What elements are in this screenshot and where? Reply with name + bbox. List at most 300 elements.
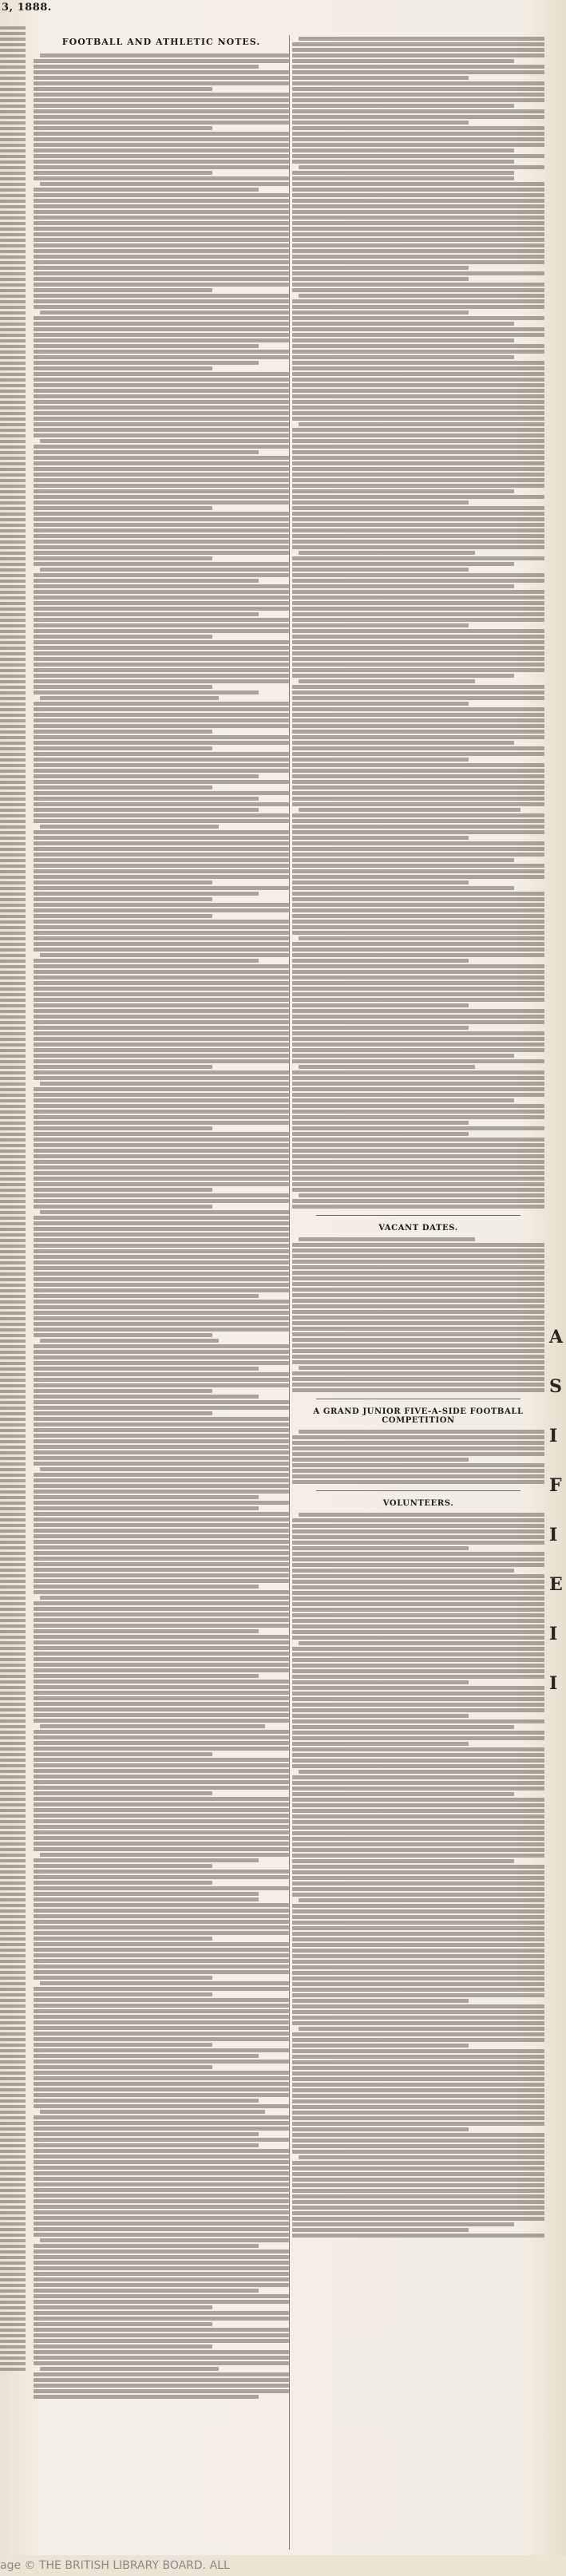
text-line	[0, 892, 26, 896]
text-line	[34, 1076, 289, 1080]
text-line	[34, 1551, 289, 1555]
text-line	[34, 2350, 289, 2354]
text-line	[292, 635, 544, 639]
text-line	[0, 177, 26, 180]
text-line	[34, 707, 289, 711]
text-line	[292, 931, 544, 935]
text-line	[34, 1914, 289, 1918]
text-line	[0, 702, 26, 706]
text-line	[299, 422, 544, 426]
text-line	[34, 1009, 289, 1013]
text-line	[0, 350, 26, 354]
text-line	[34, 640, 289, 644]
text-line	[292, 2206, 544, 2210]
article-column	[34, 35, 290, 2550]
text-line	[34, 2378, 289, 2382]
text-line	[299, 294, 544, 298]
text-line	[292, 243, 544, 247]
text-line	[292, 154, 544, 158]
text-line	[0, 1546, 26, 1549]
text-line	[34, 406, 289, 410]
text-line	[34, 417, 289, 421]
text-line	[0, 982, 26, 985]
text-line	[292, 1441, 544, 1445]
text-line	[292, 1082, 544, 1086]
text-line	[299, 808, 520, 812]
text-line	[34, 277, 289, 281]
text-line	[0, 2317, 26, 2321]
text-line	[292, 2122, 544, 2126]
text-line	[0, 2351, 26, 2354]
text-line	[0, 155, 26, 158]
text-line	[292, 1926, 544, 1930]
text-line	[292, 1591, 544, 1595]
text-line	[0, 395, 26, 398]
text-line	[0, 283, 26, 287]
text-line	[34, 1797, 289, 1801]
text-line	[0, 1887, 26, 1890]
text-line	[0, 619, 26, 622]
text-line	[292, 920, 544, 924]
text-line	[0, 1010, 26, 1013]
text-line	[34, 2071, 289, 2075]
text-line	[0, 1055, 26, 1058]
text-line	[0, 630, 26, 633]
text-line	[0, 1524, 26, 1527]
text-line	[0, 2200, 26, 2203]
text-line	[0, 1686, 26, 1689]
text-line	[0, 1345, 26, 1348]
text-line	[34, 1305, 289, 1309]
text-line	[34, 556, 212, 560]
text-line	[0, 1731, 26, 1734]
text-line	[0, 680, 26, 683]
text-line	[292, 42, 544, 46]
text-line	[0, 1423, 26, 1426]
text-line	[34, 1752, 212, 1756]
text-line	[0, 1339, 26, 1343]
text-line	[292, 506, 544, 510]
text-line	[34, 2199, 289, 2203]
text-line	[0, 1451, 26, 1454]
text-line	[292, 1692, 544, 1696]
text-line	[292, 417, 544, 421]
text-line	[292, 260, 544, 264]
text-line	[34, 573, 289, 577]
text-line	[0, 429, 26, 432]
text-line	[34, 422, 289, 426]
text-line	[34, 618, 289, 622]
text-line	[292, 1859, 514, 1863]
text-line	[34, 981, 289, 985]
text-line	[299, 551, 475, 555]
text-line	[0, 2122, 26, 2125]
text-line	[34, 2244, 259, 2248]
text-line	[292, 730, 544, 734]
text-line	[0, 1764, 26, 1767]
text-line	[292, 1031, 544, 1035]
text-line	[34, 1529, 289, 1533]
text-line	[0, 2183, 26, 2186]
text-line	[292, 1518, 544, 1522]
text-line	[40, 1339, 219, 1343]
text-line	[34, 1043, 289, 1047]
text-line	[34, 2166, 289, 2170]
text-line	[0, 2116, 26, 2119]
text-line	[292, 724, 544, 728]
text-line	[292, 1658, 544, 1662]
text-line	[34, 165, 289, 169]
text-line	[292, 1915, 544, 1919]
text-line	[34, 601, 289, 605]
text-line	[292, 534, 544, 538]
text-line	[292, 668, 544, 672]
next-column-fragment	[548, 35, 566, 2550]
text-line	[34, 1126, 212, 1130]
edge-letter: I	[549, 1673, 558, 1694]
text-line	[292, 763, 544, 767]
text-line	[0, 188, 26, 192]
text-line	[0, 742, 26, 745]
text-line	[292, 1904, 544, 1908]
text-line	[0, 390, 26, 393]
text-line	[292, 126, 544, 130]
text-line	[0, 719, 26, 722]
text-line	[34, 199, 289, 203]
text-line	[0, 1496, 26, 1499]
text-line	[34, 1160, 289, 1164]
text-line	[0, 110, 26, 113]
text-line	[34, 1165, 289, 1169]
text-line	[34, 1506, 259, 1510]
text-line	[0, 1462, 26, 1466]
text-line	[0, 32, 26, 35]
text-line	[0, 1228, 26, 1231]
text-line	[292, 288, 544, 292]
text-line	[0, 1468, 26, 1471]
text-line	[0, 1753, 26, 1756]
text-line	[34, 545, 289, 549]
text-line	[0, 401, 26, 404]
text-line	[0, 909, 26, 912]
text-line	[0, 65, 26, 69]
text-line	[34, 428, 289, 432]
text-line	[0, 1692, 26, 1695]
text-line	[292, 109, 544, 113]
text-line	[292, 70, 544, 74]
text-line	[34, 908, 289, 912]
text-line	[292, 1138, 544, 1142]
text-line	[34, 2194, 289, 2198]
text-line	[0, 2016, 26, 2019]
text-line	[0, 786, 26, 789]
text-line	[292, 1104, 544, 1108]
text-line	[34, 1328, 289, 1332]
text-line	[34, 1244, 289, 1248]
text-line	[0, 1898, 26, 1901]
text-line	[292, 1332, 544, 1336]
text-line	[34, 1585, 259, 1589]
text-line	[0, 1837, 26, 1840]
text-line	[292, 1602, 544, 1606]
text-line	[292, 785, 544, 789]
text-line	[0, 1306, 26, 1309]
text-line	[0, 434, 26, 437]
text-line	[34, 2177, 289, 2181]
text-line	[0, 356, 26, 359]
text-line	[34, 2138, 289, 2142]
text-line	[292, 1043, 544, 1047]
text-line	[34, 283, 289, 287]
text-line	[34, 266, 289, 270]
text-line	[292, 1254, 544, 1258]
text-line	[34, 808, 259, 812]
text-line	[34, 104, 289, 108]
text-line	[0, 1407, 26, 1410]
text-line	[292, 1854, 544, 1858]
text-line	[34, 562, 289, 566]
text-line	[34, 1395, 259, 1399]
text-line	[292, 316, 544, 320]
text-line	[292, 925, 544, 929]
text-line	[299, 1898, 544, 1902]
text-line	[34, 1925, 289, 1929]
text-line	[34, 2345, 212, 2348]
text-line	[0, 1870, 26, 1874]
text-line	[0, 2004, 26, 2008]
text-line	[292, 467, 544, 471]
issue-date: 3, 1888.	[2, 2, 52, 14]
text-line	[0, 524, 26, 527]
text-line	[0, 2010, 26, 2013]
text-line	[0, 38, 26, 41]
text-line	[34, 975, 289, 979]
text-line	[0, 451, 26, 454]
text-line	[34, 2149, 289, 2153]
text-line	[34, 2328, 289, 2332]
text-line	[0, 1949, 26, 1952]
text-line	[292, 758, 469, 762]
text-line	[34, 925, 289, 929]
text-line	[292, 573, 544, 577]
text-line	[292, 869, 544, 873]
text-line	[299, 165, 544, 169]
text-line	[0, 300, 26, 303]
text-line	[34, 411, 289, 415]
text-line	[34, 1747, 289, 1751]
text-line	[292, 1574, 544, 1578]
text-line	[0, 485, 26, 488]
text-line	[0, 1652, 26, 1656]
text-line	[34, 2384, 289, 2388]
text-line	[0, 1876, 26, 1879]
text-line	[292, 182, 544, 186]
text-line	[0, 1317, 26, 1320]
text-line	[34, 2082, 289, 2086]
text-line	[292, 791, 544, 795]
text-line	[34, 271, 289, 275]
text-line	[34, 1059, 289, 1063]
text-line	[34, 1294, 259, 1298]
text-line	[34, 456, 289, 460]
text-line	[34, 193, 289, 197]
text-line	[292, 1446, 544, 1450]
text-line	[0, 585, 26, 588]
text-line	[34, 2311, 289, 2315]
text-line	[34, 1992, 212, 1996]
text-line	[0, 1133, 26, 1136]
text-line	[0, 1379, 26, 1382]
text-line	[0, 2301, 26, 2304]
text-line	[292, 2038, 544, 2042]
text-line	[0, 971, 26, 974]
text-line	[0, 250, 26, 253]
text-line	[292, 1098, 514, 1102]
section-divider	[316, 1215, 520, 1216]
text-line	[0, 2032, 26, 2036]
text-line	[0, 1552, 26, 1555]
text-line	[0, 1189, 26, 1192]
text-line	[0, 77, 26, 80]
text-line	[34, 109, 289, 113]
text-line	[292, 81, 544, 85]
text-line	[34, 2121, 289, 2125]
text-line	[292, 1474, 544, 1478]
text-line	[34, 791, 289, 795]
text-line	[292, 2133, 544, 2137]
text-line	[0, 1585, 26, 1589]
text-line	[292, 556, 544, 560]
text-line	[0, 658, 26, 661]
text-line	[292, 998, 544, 1002]
text-line	[34, 948, 289, 952]
text-line	[0, 479, 26, 482]
text-line	[34, 238, 289, 242]
text-line	[0, 490, 26, 493]
text-line	[34, 1070, 289, 1074]
text-line	[0, 1977, 26, 1980]
text-line	[292, 1597, 544, 1601]
text-line	[34, 1562, 289, 1566]
text-line	[0, 2071, 26, 2075]
text-line	[0, 244, 26, 247]
text-line	[34, 1121, 289, 1125]
text-line	[292, 1725, 514, 1729]
text-line	[34, 2289, 259, 2293]
text-line	[34, 2004, 289, 2008]
text-line	[292, 87, 544, 91]
text-line	[0, 1362, 26, 1365]
text-line	[292, 394, 544, 398]
text-line	[0, 2077, 26, 2080]
text-line	[0, 848, 26, 851]
text-line	[34, 1322, 289, 1326]
text-line	[0, 1295, 26, 1298]
text-line	[34, 752, 289, 756]
text-line	[34, 171, 212, 175]
text-line	[292, 1943, 544, 1947]
text-line	[292, 355, 514, 359]
text-line	[34, 1663, 289, 1667]
text-line	[0, 1803, 26, 1806]
text-line	[34, 1400, 289, 1404]
text-line	[0, 1066, 26, 1069]
text-line	[0, 1770, 26, 1773]
text-line	[292, 948, 544, 952]
text-line	[292, 311, 469, 315]
text-line	[292, 825, 544, 829]
text-line	[292, 1803, 544, 1807]
text-line	[34, 785, 212, 789]
text-line	[34, 461, 289, 465]
edge-letter: A	[549, 1327, 564, 1347]
text-line	[292, 277, 469, 281]
text-line	[292, 1093, 544, 1097]
text-line	[34, 892, 259, 896]
text-line	[34, 389, 289, 393]
text-line	[0, 960, 26, 963]
text-line	[0, 417, 26, 421]
text-line	[34, 1557, 289, 1561]
text-line	[34, 394, 289, 398]
volunteers-heading: VOLUNTEERS.	[382, 1499, 454, 1508]
text-line	[292, 2066, 544, 2070]
text-line	[0, 1719, 26, 1723]
text-line	[34, 646, 289, 650]
text-line	[34, 2272, 289, 2276]
text-line	[292, 1708, 544, 1712]
text-line	[292, 255, 544, 259]
text-line	[34, 400, 289, 404]
text-line	[34, 1316, 289, 1320]
text-line	[292, 774, 544, 778]
text-line	[40, 568, 289, 572]
text-line	[34, 2300, 289, 2304]
text-line	[40, 953, 289, 957]
text-line	[0, 228, 26, 231]
text-line	[0, 1194, 26, 1197]
text-line	[0, 965, 26, 968]
text-line	[292, 132, 544, 136]
text-line	[0, 842, 26, 845]
text-line	[299, 936, 544, 940]
text-line	[299, 1430, 544, 1434]
text-line	[0, 1529, 26, 1533]
text-line	[34, 1495, 259, 1499]
text-line	[34, 1998, 289, 2002]
text-line	[34, 1540, 289, 1544]
text-line	[34, 674, 289, 678]
text-line	[292, 333, 544, 337]
text-line	[0, 1848, 26, 1851]
text-line	[34, 1775, 289, 1779]
edge-letter: I	[549, 1624, 558, 1644]
text-line	[34, 596, 289, 599]
text-line	[0, 1323, 26, 1326]
text-line	[34, 2233, 289, 2237]
text-line	[34, 1512, 289, 1516]
text-line	[34, 685, 212, 689]
text-line	[292, 970, 544, 974]
text-line	[292, 1054, 514, 1058]
text-line	[34, 316, 289, 320]
text-line	[0, 2111, 26, 2114]
text-line	[0, 88, 26, 91]
text-line	[34, 132, 289, 136]
text-line	[0, 596, 26, 599]
text-line	[0, 1954, 26, 1957]
text-line	[292, 1321, 544, 1325]
